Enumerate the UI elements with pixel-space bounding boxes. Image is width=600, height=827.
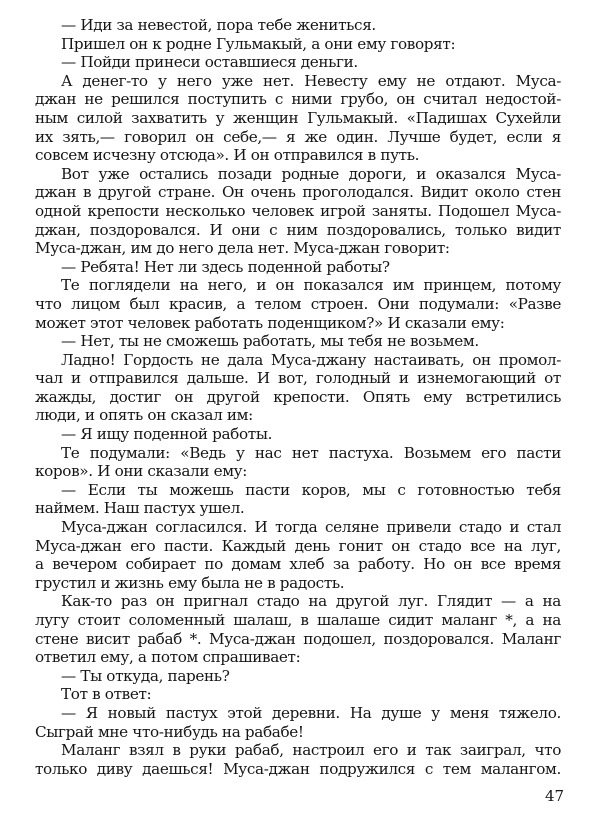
text-line: Вот уже остались позади родные дороги, и оказался Муса- xyxy=(61,164,561,183)
text-line: грустил и жизнь ему была не в радость. xyxy=(35,573,345,592)
text-line: а вечером собирает по домам хлеб за работу. Но он все время xyxy=(35,555,561,574)
text-line: Муса-джан согласился. И тогда селяне привели стадо и стал xyxy=(61,518,561,537)
text-line: Сыграй мне что-нибудь на рабабе! xyxy=(35,722,304,741)
text-line: только диву даешься! Муса-джан подружился с тем малангом. xyxy=(35,759,561,778)
text-line: коров». И они сказали ему: xyxy=(35,462,248,481)
text-line: Муса-джан его пасти. Каждый день гонит он стадо все на луг, xyxy=(35,536,561,555)
text-line: ным силой захватить у женщин Гульмакый. «Падишах Сухейли xyxy=(35,108,561,127)
page-text-block xyxy=(35,16,561,778)
text-line: — Я ищу поденной работы. xyxy=(61,425,273,444)
text-line: Те подумали: «Ведь у нас нет пастуха. Возьмем его пасти xyxy=(61,443,561,462)
text-line: одной крепости несколько человек игрой заняты. Подошел Муса- xyxy=(35,201,561,220)
text-line: наймем. Наш пастух ушел. xyxy=(35,499,245,518)
text-line: Муса-джан, им до него дела нет. Муса-джан говорит: xyxy=(35,239,450,258)
text-line: — Нет, ты не сможешь работать, мы тебя не возьмем. xyxy=(61,332,479,351)
text-line: Ладно! Гордость не дала Муса-джану настаивать, он промол- xyxy=(61,350,561,369)
page-number: 47 xyxy=(545,787,565,805)
text-line: джан в другой стране. Он очень проголодался. Видит около стен xyxy=(35,183,561,202)
text-line: — Если ты можешь пасти коров, мы с готовностью тебя xyxy=(61,480,561,499)
text-line: что лицом был красив, а телом строен. Они подумали: «Разве xyxy=(35,294,561,313)
text-line: джан не решился поступить с ними грубо, он считал недостой- xyxy=(35,90,561,109)
text-line: ответил ему, а потом спрашивает: xyxy=(35,648,301,667)
text-line: может этот человек работать поденщиком?» И сказали ему: xyxy=(35,313,505,332)
text-line: Как-то раз он пригнал стадо на другой луг. Глядит — а на xyxy=(61,592,561,611)
text-line: Те поглядели на него, и он показался им принцем, потому xyxy=(61,276,561,295)
text-line: — Ребята! Нет ли здесь поденной работы? xyxy=(61,257,390,276)
text-line: Пришел он к родне Гульмакый, а они ему говорят: xyxy=(61,34,456,53)
text-line: лугу стоит соломенный шалаш, в шалаше сидит маланг *, а на xyxy=(35,611,561,629)
text-line: стене висит рабаб *. Муса-джан подошел, поздоровался. Маланг xyxy=(35,629,561,648)
text-line: джан, поздоровался. И они с ним поздоровались, только видит xyxy=(35,220,561,239)
text-line: чал и отправился дальше. И вот, голодный и изнемогающий от xyxy=(35,369,561,388)
text-line: люди, и опять он сказал им: xyxy=(35,406,253,425)
text-line: — Я новый пастух этой деревни. На душе у меня тяжело. xyxy=(61,703,561,722)
text-line: А денег-то у него уже нет. Невесту ему не отдают. Муса- xyxy=(61,71,561,90)
text-line: — Пойди принеси оставшиеся деньги. xyxy=(61,53,358,72)
text-line: — Ты откуда, парень? xyxy=(61,666,230,685)
text-line: — Иди за невестой, пора тебе жениться. xyxy=(61,16,376,34)
text-line: жажды, достиг он другой крепости. Опять ему встретились xyxy=(35,387,561,406)
text-line: Маланг взял в руки рабаб, настроил его и так заиграл, что xyxy=(61,741,561,760)
text-line: Тот в ответ: xyxy=(61,685,152,704)
text-line: их зять,— говорил он себе,— я же один. Лучше будет, если я xyxy=(35,127,561,146)
text-line: совсем исчезну отсюда». И он отправился в путь. xyxy=(35,146,420,165)
